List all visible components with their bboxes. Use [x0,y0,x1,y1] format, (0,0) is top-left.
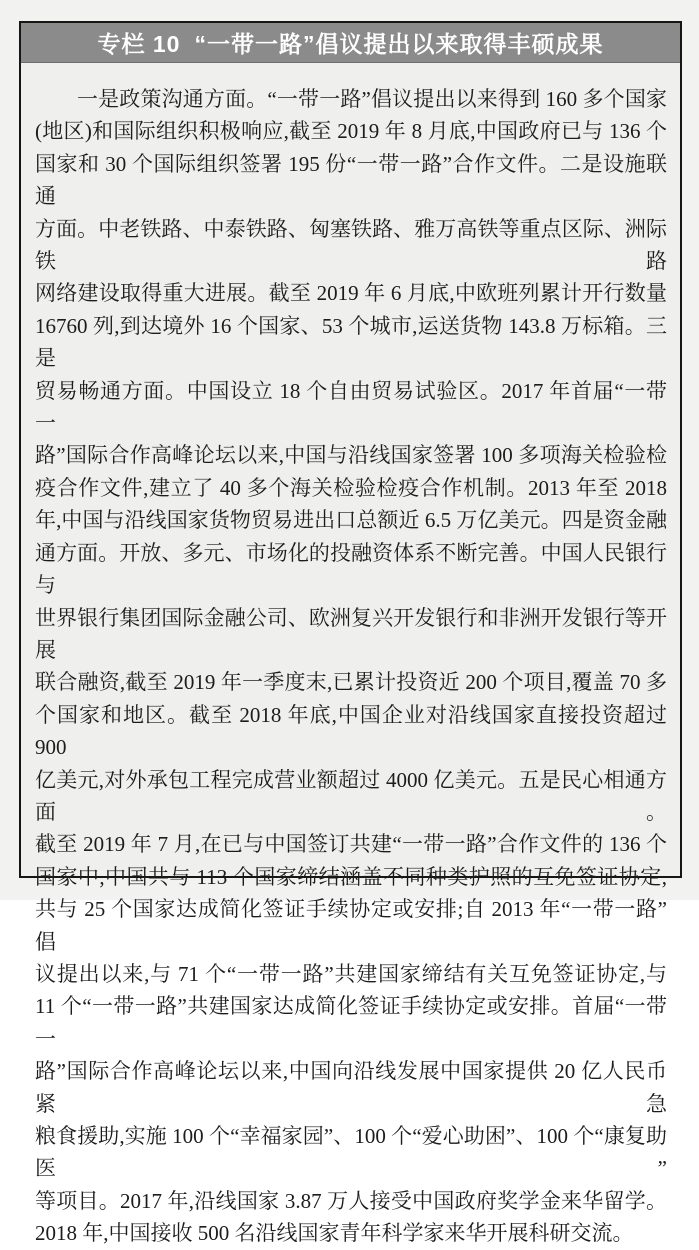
text-line: 世界银行集团国际金融公司、欧洲复兴开发银行和非洲开发银行等开展 [35,605,667,662]
text-line: (地区)和国际组织积极响应,截至 2019 年 8 月底,中国政府已与 136 个 [35,119,667,144]
text-line: 路”国际合作高峰论坛以来,中国向沿线发展中国家提供 20 亿人民币紧急 [35,1059,667,1116]
text-line: 11 个“一带一路”共建国家达成简化签证手续协定或安排。首届“一带一 [35,994,667,1051]
text-line: 截至 2019 年 7 月,在已与中国签订共建“一带一路”合作文件的 136 个 [35,832,667,857]
panel-header [21,23,680,63]
text-line: 联合融资,截至 2019 年一季度末,已累计投资近 200 个项目,覆盖 70 多 [35,670,667,695]
text-line: 亿美元,对外承包工程完成营业额超过 4000 亿美元。五是民心相通方面。 [35,767,667,824]
text-line: 国家和 30 个国际组织签署 195 份“一带一路”合作文件。二是设施联通 [35,151,667,209]
text-line: 网络建设取得重大进展。截至 2019 年 6 月底,中欧班列累计开行数量 [35,281,667,306]
text-line: 国家中,中国共与 113 个国家缔结涵盖不同种类护照的互免签证协定, [35,864,667,889]
text-line: 疫合作文件,建立了 40 多个海关检验检疫合作机制。2013 年至 2018 [35,475,667,500]
text-line: 议提出以来,与 71 个“一带一路”共建国家缔结有关互免签证协定,与 [35,961,667,986]
panel-body [21,63,680,1250]
text-line: 粮食援助,实施 100 个“幸福家园”、100 个“爱心助困”、100 个“康复助医” [35,1124,667,1181]
panel-title: “一带一路”倡议提出以来取得丰硕成果 [194,31,604,57]
text-line: 通方面。开放、多元、市场化的投融资体系不断完善。中国人民银行与 [35,540,667,598]
panel-label: 专栏 10 [97,31,181,57]
text-line: 贸易畅通方面。中国设立 18 个自由贸易试验区。2017 年首届“一带一 [35,378,667,436]
body-paragraph [35,83,667,1250]
text-line: 16760 列,到达境外 16 个国家、53 个城市,运送货物 143.8 万标箱。三是 [35,313,667,371]
column-10-box [19,21,682,1246]
text-line: 年,中国与沿线国家货物贸易进出口总额近 6.5 万亿美元。四是资金融 [35,508,667,533]
text-line: 2018 年,中国接收 500 名沿线国家青年科学家来华开展科研交流。 [35,1221,634,1246]
text-line: 方面。中老铁路、中泰铁路、匈塞铁路、雅万高铁等重点区际、洲际铁路 [35,216,667,274]
text-line: 等项目。2017 年,沿线国家 3.87 万人接受中国政府奖学金来华留学。 [35,1188,667,1213]
text-line: 个国家和地区。截至 2018 年底,中国企业对沿线国家直接投资超过 900 [35,702,667,760]
text-line: 一是政策沟通方面。“一带一路”倡议提出以来得到 160 多个国家 [77,87,667,111]
text-line: 共与 25 个国家达成简化签证手续协定或安排;自 2013 年“一带一路”倡 [35,897,667,954]
text-line: 路”国际合作高峰论坛以来,中国与沿线国家签署 100 多项海关检验检 [35,443,667,468]
